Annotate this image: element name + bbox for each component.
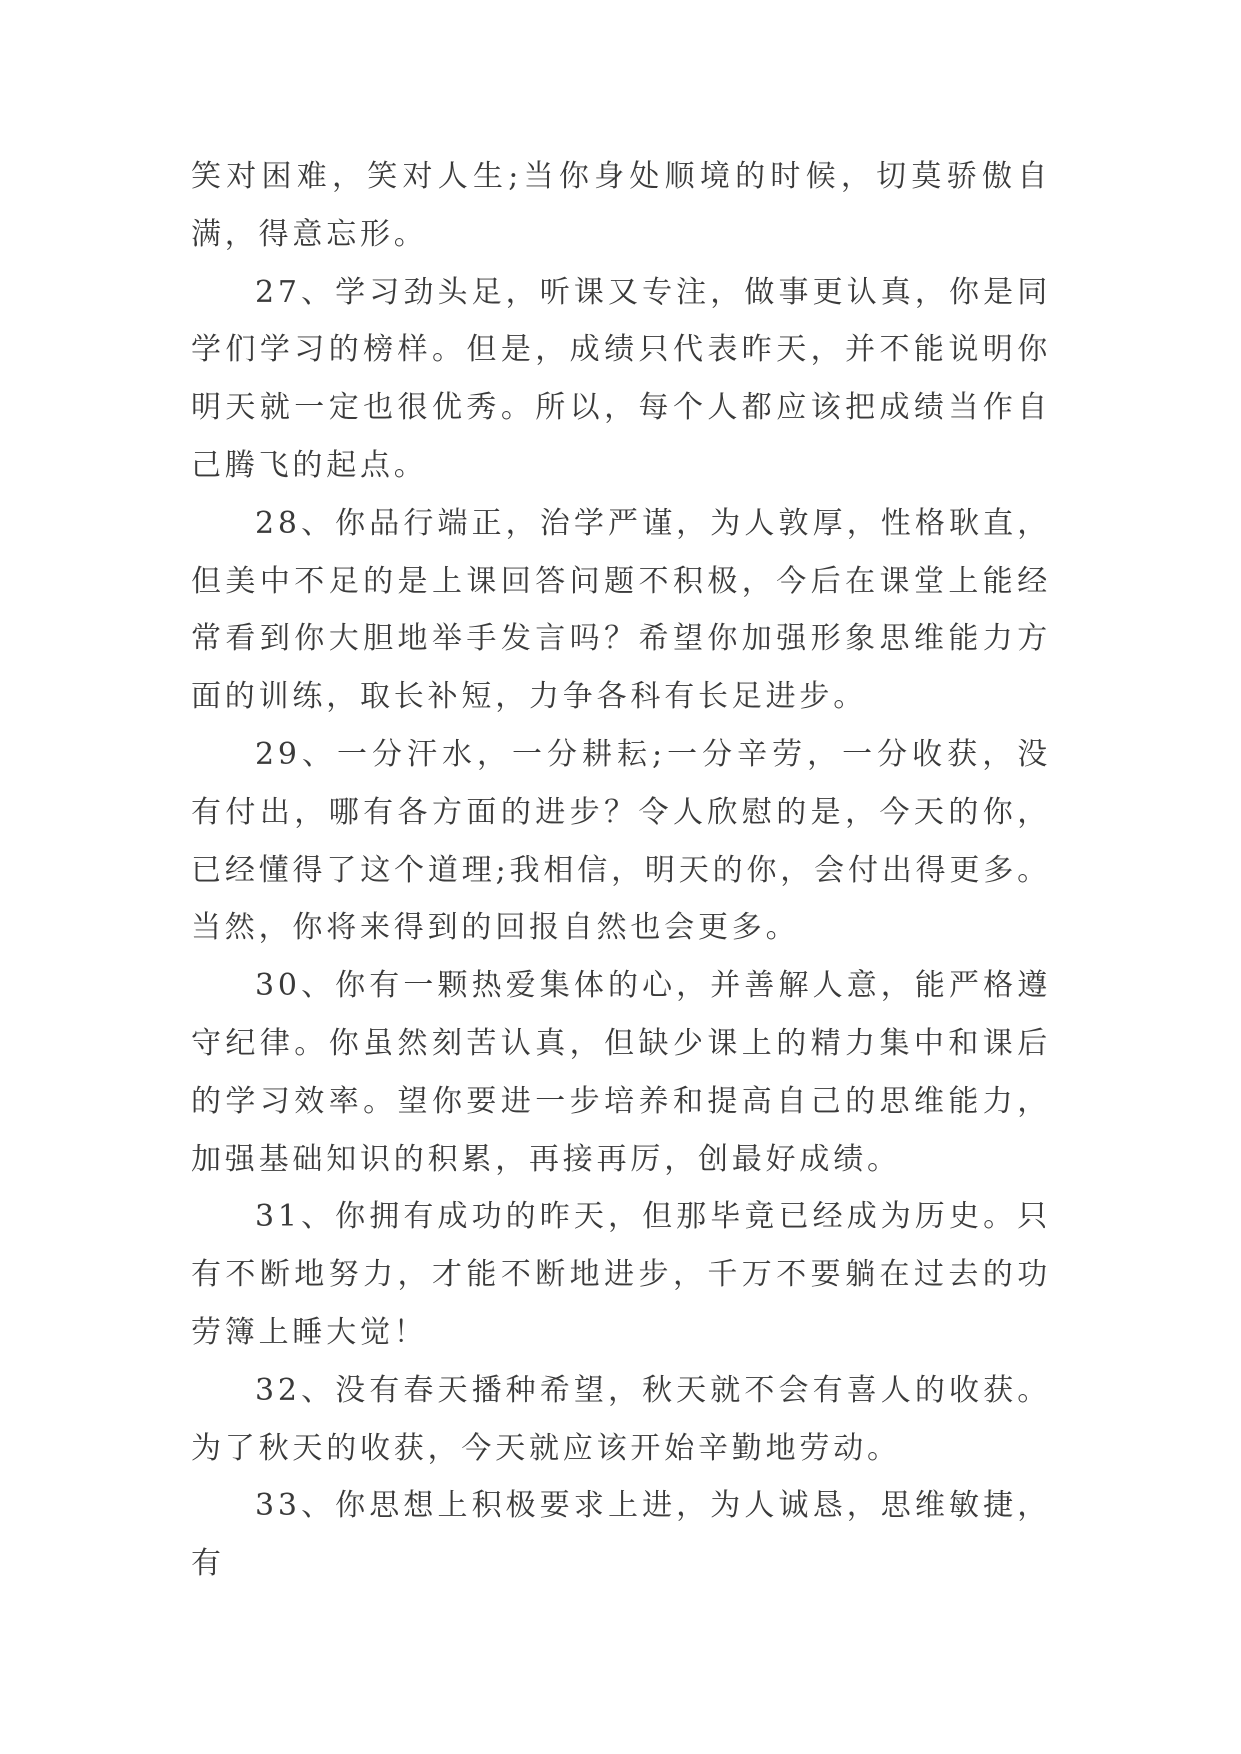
paragraph-continuation: 笑对困难，笑对人生;当你身处顺境的时候，切莫骄傲自满，得意忘形。 [191,159,1051,252]
paragraph-31: 31、你拥有成功的昨天，但那毕竟已经成为历史。只有不断地努力，才能不断地进步，千万不要躺在过去的功劳簿上睡大觉！ [191,1199,1051,1350]
paragraph-32: 32、没有春天播种希望，秋天就不会有喜人的收获。为了秋天的收获，今天就应该开始辛勤地劳动。 [191,1372,1051,1466]
document-body [191,148,1051,1593]
paragraph-33: 33、你思想上积极要求上进，为人诚恳，思维敏捷，有 [191,1488,1051,1582]
paragraph-29: 29、一分汗水，一分耕耘;一分辛劳，一分收获，没有付出，哪有各方面的进步？令人欣慰的是，今天的你，已经懂得了这个道理;我相信，明天的你，会付出得更多。当然，你将来得到的回报自然也会更多。 [191,736,1051,946]
paragraph-28: 28、你品行端正，治学严谨，为人敦厚，性格耿直，但美中不足的是上课回答问题不积极，今后在课堂上能经常看到你大胆地举手发言吗？希望你加强形象思维能力方面的训练，取长补短，力争各科有长足进步。 [191,505,1051,715]
paragraph-30: 30、你有一颗热爱集体的心，并善解人意，能严格遵守纪律。你虽然刻苦认真，但缺少课上的精力集中和课后的学习效率。望你要进一步培养和提高自己的思维能力，加强基础知识的积累，再接再厉，创最好成绩。 [191,968,1051,1177]
paragraph-27: 27、学习劲头足，听课又专注，做事更认真，你是同学们学习的榜样。但是，成绩只代表昨天，并不能说明你明天就一定也很优秀。所以，每个人都应该把成绩当作自己腾飞的起点。 [191,274,1051,483]
